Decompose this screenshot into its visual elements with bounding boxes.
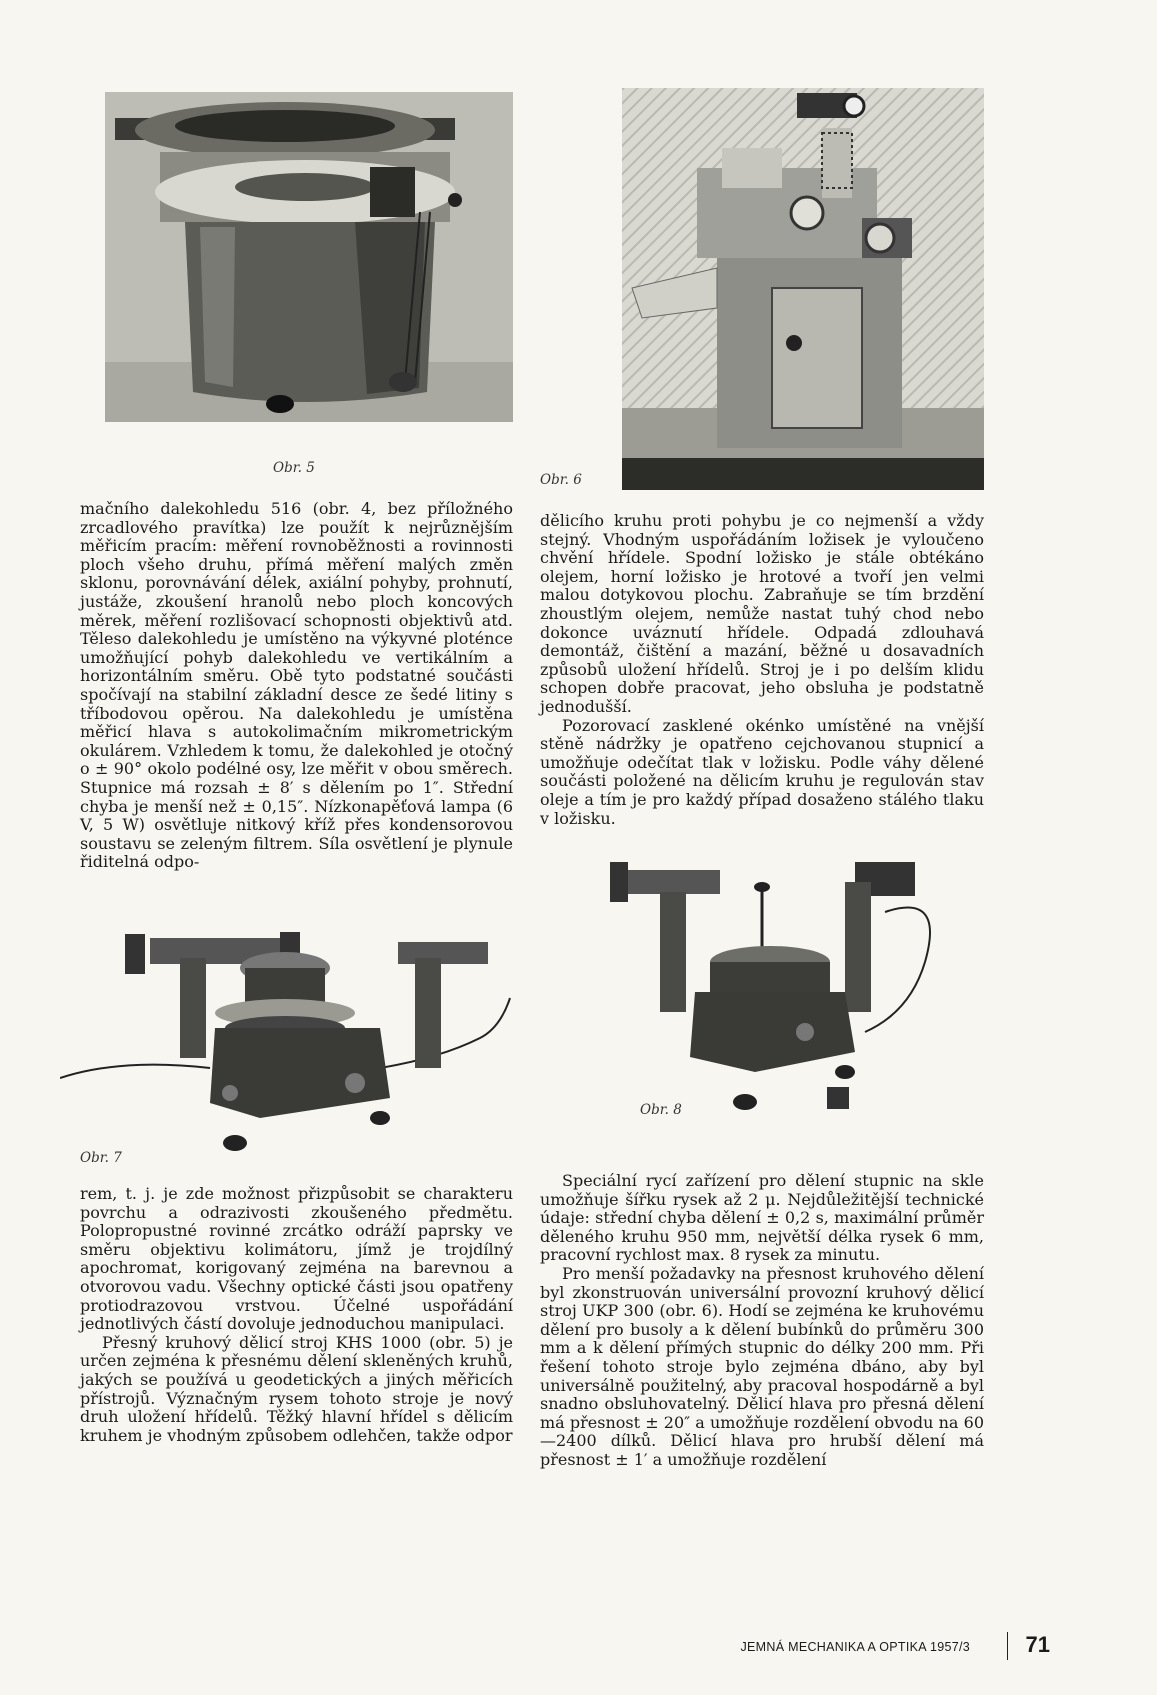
dividing-machine-cabinet-photo-icon (622, 88, 984, 490)
figure-5-caption: Obr. 5 (273, 460, 315, 476)
right-column-bottom-text (540, 1172, 984, 1470)
paragraph: Speciální rycí zařízení pro dělení stupnic na skle umožňuje šířku rysek až 2 μ. Nejdůležitější technické údaje: střední chyba dělení ± 0,2 s, maximální průměr děleného kruhu 950 mm, největší délka rysek 6 mm, pracovní rychlost max. 8 rysek za minutu. (540, 1171, 984, 1265)
journal-title: JEMNÁ MECHANIKA A OPTIKA 1957/3 (740, 1640, 970, 1654)
paragraph: dělicího kruhu proti pohybu je co nejmenší a vždy stejný. Vhodným uspořádáním ložisek je vyloučeno chvění hřídele. Spodní ložisko je stále obtékáno olejem, horní ložisko je hrotové a tvoří jen velmi malou dotykovou plochu. Zabraňuje se tím brzdění zhoustlým olejem, nemůže nastat tuhý chod nebo dokonce uváznutí hřídele. Odpadá zdlouhavá demontáž, čištění a mazání, běžné u dosavadních způsobů uložení hřídelů. Stroj je i po delším klidu schopen dobře pracovat, jeho obsluha je podstatně jednodušší. (540, 511, 984, 716)
left-column-top-text (80, 500, 513, 872)
figure-8-caption: Obr. 8 (640, 1102, 682, 1118)
page-number: 71 (1025, 1632, 1050, 1657)
figure-5-photo (105, 92, 513, 422)
paragraph: Pozorovací zasklené okénko umístěné na vnější stěně nádržky je opatřeno cejchovanou stupnicí a umožňuje odečítat tlak v ložisku. Podle váhy dělené součásti položené na dělicím kruhu je regulován stav oleje a tím je pro každý případ dosaženo stálého tlaku v ložisku. (540, 715, 984, 828)
figure-6-photo (622, 88, 984, 490)
paragraph: mačního dalekohledu 516 (obr. 4, bez příložného zrcadlového pravítka) lze použít k nejrůznějším měřicím pracím: měření rovnoběžnosti a rovinnosti ploch všeho druhu, přímá měření malých změn sklonu, porovnávání délek, axiální pohyby, prohnutí, justáže, zkoušení hranolů nebo ploch koncových měrek, měření rozlišovací schopnosti objektivů atd. Těleso dalekohledu je umístěno na výkyvné ploténce umožňující pohyb dalekohledu ve vertikálním a horizontálním směru. Obě tyto podstatné součásti spočívají na stabilní základní desce ze šedé litiny s tříbodovou opěrou. Na dalekohledu je umístěna měřicí hlava s autokolimačním mikrometrickým okulárem. Vzhledem k tomu, že dalekohled je otočný o ± 90° okolo podélné osy, lze měřit v obou směrech. Stupnice má rozsah ± 8′ s dělením po 1″. Střední chyba je menší než ± 0,15″. Nízkonapěťová lampa (6 V, 5 W) osvětluje nitkový kříž přes kondensorovou soustavu se zeleným filtrem. Síla osvětlení je plynule řiditelná odpo- (80, 499, 513, 872)
paragraph: Pro menší požadavky na přesnost kruhového dělení byl zkonstruován universální provozní kruhový dělicí stroj UKP 300 (obr. 6). Hodí se zejména ke kruhovému dělení pro busoly a k dělení bubínků do průměru 300 mm a k dělení přímých stupnic do délky 200 mm. Při řešení tohoto stroje bylo zejména dbáno, aby byl universálně použitelný, aby pracoval hospodárně a byl snadno obsluhovatelný. Dělicí hlava pro přesná dělení má přesnost ± 20″ a umožňuje rozdělení obvodu na 60—2400 dílků. Dělicí hlava pro hrubší dělení má přesnost ± 1′ a umožňuje rozdělení (540, 1263, 984, 1469)
circular-dividing-machine-photo-icon (105, 92, 513, 422)
figure-7-caption: Obr. 7 (80, 1150, 122, 1166)
paragraph: rem, t. j. je zde možnost přizpůsobit se charakteru povrchu a odrazivosti zkoušeného předmětu. Polopropustné rovinné zrcátko odráží paprsky ve směru objektivu kolimátoru, jímž je trojdílný apochromat, korigovaný zejména na barevnou a otvorovou vadu. Všechny optické části jsou opatřeny protiodrazovou vrstvou. Účelné uspořádání jednotlivých částí dovoluje jednoduchou manipulaci. (80, 1184, 513, 1334)
figure-6-caption: Obr. 6 (540, 472, 582, 488)
paragraph: Přesný kruhový dělicí stroj KHS 1000 (obr. 5) je určen zejména k přesnému dělení skleněných kruhů, jakých se používá u geodetických a jiných měřicích přístrojů. Význačným rysem tohoto stroje je nový druh uložení hřídelů. Těžký hlavní hřídel s dělicím kruhem je vhodným způsobem odlehčen, takže odpor (80, 1332, 513, 1445)
instrument-with-lamp-photo-icon (605, 852, 990, 1112)
figure-7-photo (60, 918, 520, 1168)
right-column-top-text (540, 512, 984, 828)
left-column-bottom-text (80, 1185, 513, 1445)
autocollimator-instrument-photo-icon (60, 918, 520, 1168)
figure-8-photo (605, 852, 990, 1112)
page-footer (730, 1632, 1080, 1660)
footer-divider (1007, 1632, 1009, 1660)
